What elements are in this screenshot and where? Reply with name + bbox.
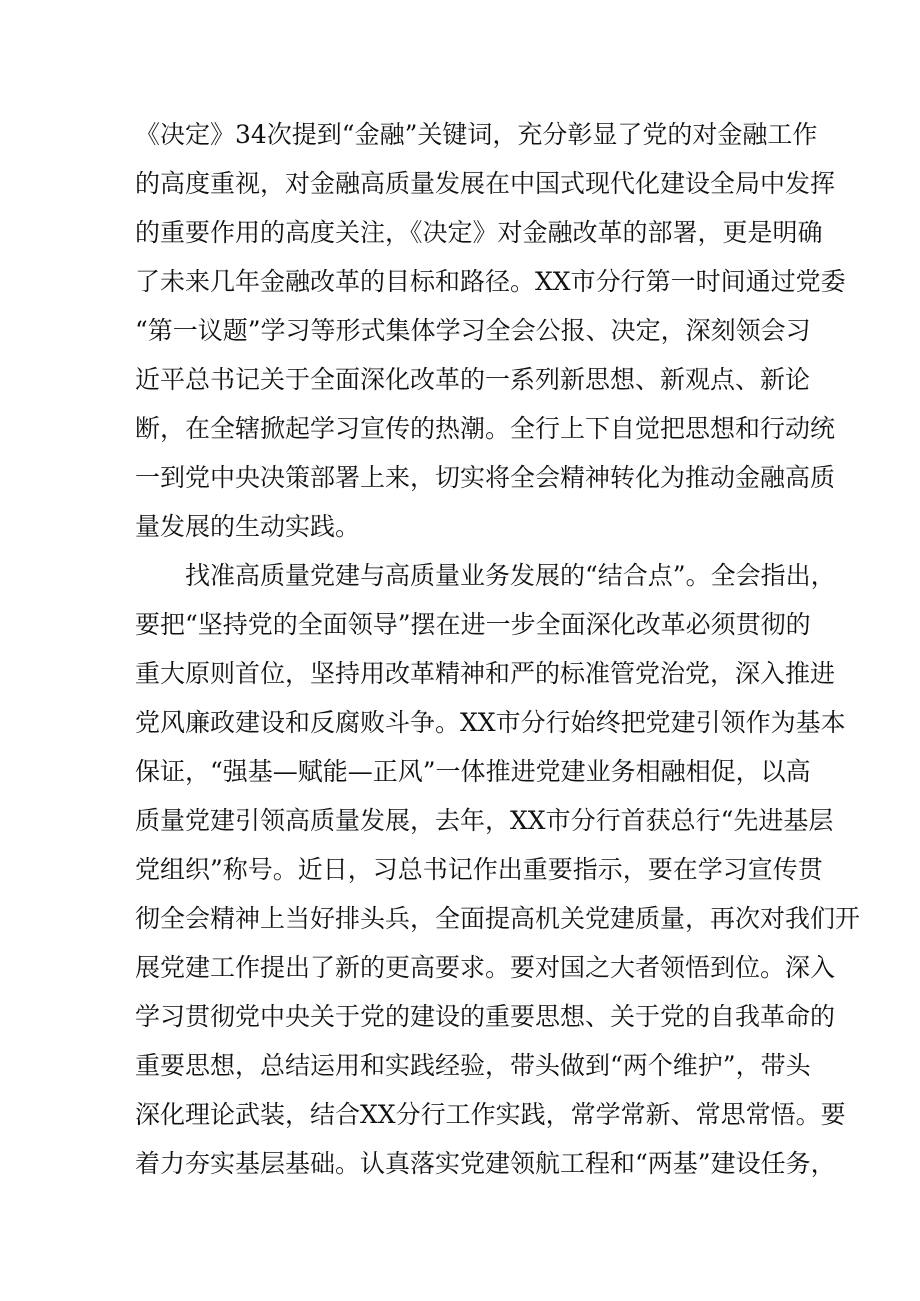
paragraph-line: 了未来几年金融改革的目标和路径。XX市分行第一时间通过党委 [135,267,846,296]
paragraph-line: 着力夯实基层基础。认真落实党建领航工程和“两基”建设任务， [135,1149,836,1178]
paragraph-1 [135,110,846,551]
paragraph-line: 量发展的生动实践。 [135,512,361,541]
paragraph-line: 重大原则首位，坚持用改革精神和严的标准管党治党，深入推进 [135,659,836,688]
paragraph-2 [135,551,861,1188]
paragraph-line: 的高度重视，对金融高质量发展在中国式现代化建设全局中发挥 [135,169,836,198]
paragraph-line: 断，在全辖掀起学习宣传的热潮。全行上下自觉把思想和行动统 [135,414,836,443]
paragraph-line: 展党建工作提出了新的更高要求。要对国之大者领悟到位。深入 [135,953,836,982]
paragraph-line: 质量党建引领高质量发展，去年，XX市分行首获总行“先进基层 [135,806,834,835]
paragraph-line: 《决定》34次提到“金融”关键词，充分彰显了党的对金融工作 [135,120,818,149]
paragraph-line: 要把“坚持党的全面领导”摆在进一步全面深化改革必须贯彻的 [135,610,811,639]
paragraph-line: 保证，“强基—赋能—正风”一体推进党建业务相融相促，以高 [135,757,811,786]
paragraph-line: 学习贯彻党中央关于党的建设的重要思想、关于党的自我革命的 [135,1002,836,1031]
paragraph-line: 彻全会精神上当好排头兵，全面提高机关党建质量，再次对我们开 [135,904,861,933]
paragraph-line: 党风廉政建设和反腐败斗争。XX市分行始终把党建引领作为基本 [135,708,846,737]
paragraph-line: 的重要作用的高度关注，《决定》对金融改革的部署，更是明确 [135,218,823,247]
paragraph-line: 一到党中央决策部署上来，切实将全会精神转化为推动金融高质 [135,463,836,492]
paragraph-line: 党组织”称号。近日，习总书记作出重要指示，要在学习宣传贯 [135,855,823,884]
paragraph-line: 深化理论武装，结合XX分行工作实践，常学常新、常思常悟。要 [135,1100,846,1129]
paragraph-line: “第一议题”学习等形式集体学习全会公报、决定，深刻领会习 [135,316,811,345]
paragraph-line: 重要思想，总结运用和实践经验，带头做到“两个维护”，带头 [135,1051,811,1080]
document-body [135,110,861,1188]
paragraph-line: 近平总书记关于全面深化改革的一系列新思想、新观点、新论 [135,365,811,394]
paragraph-line: 找准高质量党建与高质量业务发展的“结合点”。全会指出， [185,561,836,590]
